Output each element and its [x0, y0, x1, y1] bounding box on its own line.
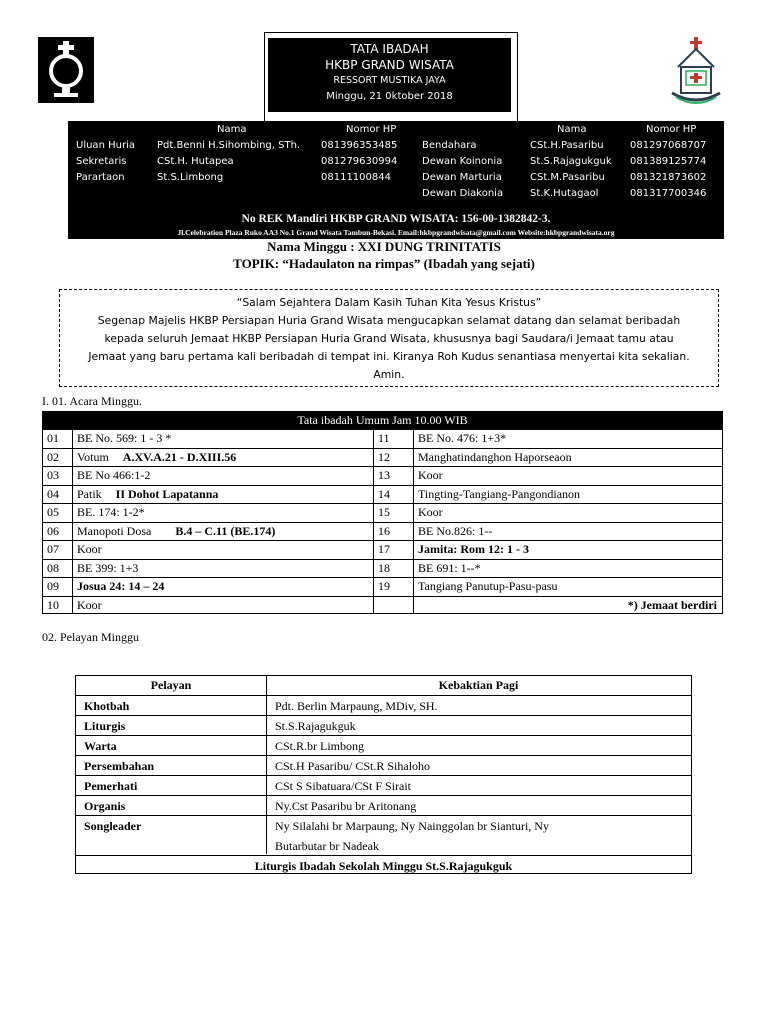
- liturgy-item-text: Tangiang Panutup-Pasu-pasu: [418, 579, 558, 593]
- acara-table: [42, 411, 723, 614]
- officer-role: Parartaon: [76, 172, 125, 183]
- officer-phone: 081279630994: [321, 156, 398, 167]
- pelayan-name: St.S.Rajagukguk: [275, 719, 356, 733]
- liturgy-item-text: BE. 174: 1-2*: [77, 505, 145, 519]
- pelayan-role: Warta: [84, 739, 117, 753]
- pelayan-role: Songleader: [84, 819, 142, 833]
- welcome-greeting: “Salam Sejahtera Dalam Kasih Tuhan Kita Yesus Kristus”: [236, 296, 542, 309]
- sunday-school-liturgist: Liturgis Ibadah Sekolah Minggu St.S.Rajagukguk: [254, 859, 513, 873]
- item-number: 08: [47, 560, 59, 575]
- item-number: 02: [47, 449, 59, 464]
- item-number: 15: [378, 505, 390, 519]
- pelayan-name: Ny Silalahi br Marpaung, Ny Nainggolan br Sianturi, Ny: [275, 819, 549, 833]
- liturgy-item: [418, 466, 443, 485]
- sunday-name: Nama Minggu : XXI DUNG TRINITATIS: [267, 239, 501, 254]
- liturgy-item: [77, 503, 145, 522]
- sunday-topic: TOPIK: “Hadaulaton na rimpas” (Ibadah yang sejati): [233, 256, 535, 271]
- title-line-2: HKBP GRAND WISATA: [325, 58, 454, 72]
- pelayan-role: Pemerhati: [84, 779, 138, 793]
- liturgy-item-text: Votum: [77, 449, 109, 464]
- officer-role: Dewan Diakonia: [422, 188, 504, 199]
- pelayan-role: Persembahan: [84, 759, 154, 773]
- row-divider: [76, 715, 691, 716]
- title-date: Minggu, 21 0ktober 2018: [326, 91, 453, 102]
- officer-role: Bendahara: [422, 140, 477, 151]
- liturgy-item: [418, 522, 492, 541]
- officers-col-hp-right: Nomor HP: [646, 124, 697, 135]
- liturgy-item-text: BE No.826: 1--: [418, 523, 493, 538]
- title-line-3: RESSORT MUSTIKA JAYA: [333, 75, 446, 86]
- item-number: 18: [378, 560, 390, 575]
- liturgy-item: [418, 577, 557, 596]
- officer-name: CSt.M.Pasaribu: [530, 172, 605, 183]
- liturgy-item-bold: II Dohot Lapatanna: [115, 486, 219, 501]
- liturgy-item: [77, 596, 102, 615]
- acara-section-label: I. 01. Acara Minggu.: [42, 394, 142, 408]
- officer-role: Sekretaris: [76, 156, 127, 167]
- officer-phone: 081297068707: [630, 140, 707, 151]
- item-number: 01: [47, 431, 59, 445]
- welcome-line: Segenap Majelis HKBP Persiapan Huria Grand Wisata mengucapkan selamat datang dan selamat beribadah: [97, 314, 681, 327]
- pelayan-role: Organis: [84, 799, 126, 813]
- grid-divider: [266, 676, 267, 854]
- officers-col-nama-right: Nama: [557, 124, 587, 135]
- officers-col-nama-left: Nama: [217, 124, 247, 135]
- pelayan-name: CSt.R.br Limbong: [275, 739, 365, 753]
- liturgy-item-text: BE 691: 1--*: [418, 560, 481, 575]
- liturgy-item-bold: Josua 24: 14 – 24: [77, 579, 165, 593]
- liturgy-item-text: Koor: [77, 597, 102, 612]
- row-divider: [76, 735, 691, 736]
- pelayan-col-header: Pelayan: [150, 678, 192, 692]
- officer-name: Pdt.Benni H.Sihombing, STh.: [157, 140, 301, 151]
- item-number: 12: [378, 449, 390, 464]
- officer-role: Uluan Huria: [76, 140, 135, 151]
- liturgy-item: [418, 540, 529, 559]
- officers-col-hp-left: Nomor HP: [346, 124, 397, 135]
- liturgy-item: [418, 559, 481, 578]
- item-number: 13: [378, 468, 390, 482]
- liturgy-item: [77, 429, 171, 448]
- pelayan-name: Pdt. Berlin Marpaung, MDiv, SH.: [275, 699, 438, 713]
- title-box: [268, 38, 511, 112]
- liturgy-item: [77, 466, 150, 485]
- pelayan-name: Ny.Cst Pasaribu br Aritonang: [275, 799, 417, 813]
- liturgy-item-text: Koor: [77, 542, 102, 556]
- liturgy-item: [418, 503, 443, 522]
- officer-phone: 081317700346: [630, 188, 707, 199]
- officer-name: St.K.Hutagaol: [530, 188, 599, 199]
- officer-phone: 081321873602: [630, 172, 707, 183]
- liturgy-item: [77, 448, 236, 467]
- liturgy-item-text: Koor: [418, 505, 443, 519]
- liturgy-item-text: BE 399: 1+3: [77, 560, 139, 575]
- pelayan-name: CSt.H Pasaribu/ CSt.R Sihaloho: [275, 759, 431, 773]
- officer-phone: 081389125774: [630, 156, 707, 167]
- liturgy-item-text: Patik: [77, 486, 102, 501]
- liturgy-item-bold: B.4 – C.11 (BE.174): [175, 523, 276, 538]
- item-number: 10: [47, 597, 59, 612]
- standing-footnote: *) Jemaat berdiri: [627, 597, 717, 612]
- welcome-line: Amin.: [373, 368, 405, 381]
- officer-phone: 08111100844: [321, 172, 391, 183]
- item-number: 03: [47, 468, 59, 482]
- liturgy-item: [77, 522, 275, 541]
- item-number: 07: [47, 542, 59, 556]
- item-number: 19: [378, 579, 390, 593]
- liturgy-item: [418, 448, 572, 467]
- title-line-1: TATA IBADAH: [350, 42, 429, 56]
- address-line: Jl.Celebration Plaza Ruko AA3 No.1 Grand Wisata Tambun-Bekasi. Email:hkbpgrandwisata@gmail.com Website:hkbpgrandwisata.org: [177, 228, 615, 237]
- pelayan-role: Khotbah: [84, 699, 130, 713]
- item-number: 09: [47, 579, 59, 593]
- liturgy-item: [418, 485, 580, 504]
- bank-account-line: No REK Mandiri HKBP GRAND WISATA: 156-00-1382842-3.: [241, 213, 551, 225]
- welcome-box: [59, 289, 719, 387]
- pelayan-table: [75, 675, 692, 874]
- officer-name: St.S.Rajagukguk: [530, 156, 612, 167]
- pelayan-section-label: 02. Pelayan Minggu: [42, 630, 139, 644]
- item-number: 17: [378, 542, 390, 556]
- officer-name: CSt.H.Pasaribu: [530, 140, 604, 151]
- officer-role: Dewan Koinonia: [422, 156, 503, 167]
- liturgy-item-text: BE No 466:1-2: [77, 468, 151, 482]
- officer-phone: 081396353485: [321, 140, 398, 151]
- row-divider: [42, 596, 723, 597]
- liturgy-item: [77, 559, 138, 578]
- liturgy-item-bold: Jamita: Rom 12: 1 - 3: [418, 542, 529, 556]
- item-number: 04: [47, 486, 59, 501]
- liturgy-item: [77, 577, 164, 596]
- liturgy-item-text: Tingting-Tangiang-Pangondianon: [418, 486, 581, 501]
- liturgy-item: [418, 429, 506, 448]
- item-number: 16: [378, 523, 390, 538]
- welcome-line: Jemaat yang baru pertama kali beribadah di tempat ini. Kiranya Roh Kudus senantiasa menyertai kita sekalian.: [88, 350, 690, 363]
- item-number: 06: [47, 523, 59, 538]
- officer-name: St.S.Limbong: [157, 172, 224, 183]
- officers-block: [68, 121, 724, 239]
- church-emblem-left-logo: [38, 37, 94, 103]
- officer-role: Dewan Marturia: [422, 172, 502, 183]
- item-number: 11: [378, 431, 390, 445]
- welcome-line: kepada seluruh Jemaat HKBP Persiapan Huria Grand Wisata, khususnya bagi Saudara/i Jemaat tamu atau: [104, 332, 674, 345]
- pelayan-name: CSt S Sibatuara/CSt F Sirait: [275, 779, 412, 793]
- kebaktian-col-header: Kebaktian Pagi: [438, 678, 519, 692]
- church-building-right-logo: [668, 37, 724, 107]
- liturgy-item-text: BE No. 476: 1+3*: [418, 431, 507, 445]
- officer-name: CSt.H. Hutapea: [157, 156, 234, 167]
- liturgy-item: [77, 540, 102, 559]
- liturgy-item-bold: A.XV.A.21 - D.XIII.56: [122, 449, 237, 464]
- liturgy-item-text: Manopoti Dosa: [77, 523, 152, 538]
- item-number: 14: [378, 486, 390, 501]
- liturgy-item-text: Manghatindanghon Haporseaon: [418, 449, 572, 464]
- liturgy-item-text: Koor: [418, 468, 443, 482]
- pelayan-name-continued: Butarbutar br Nadeak: [275, 839, 379, 853]
- liturgy-item: [77, 485, 218, 504]
- item-number: 05: [47, 505, 59, 519]
- pelayan-role: Liturgis: [84, 719, 126, 733]
- liturgy-item-text: BE No. 569: 1 - 3 *: [77, 431, 172, 445]
- acara-band-title: Tata ibadah Umum Jam 10.00 WIB: [42, 411, 723, 429]
